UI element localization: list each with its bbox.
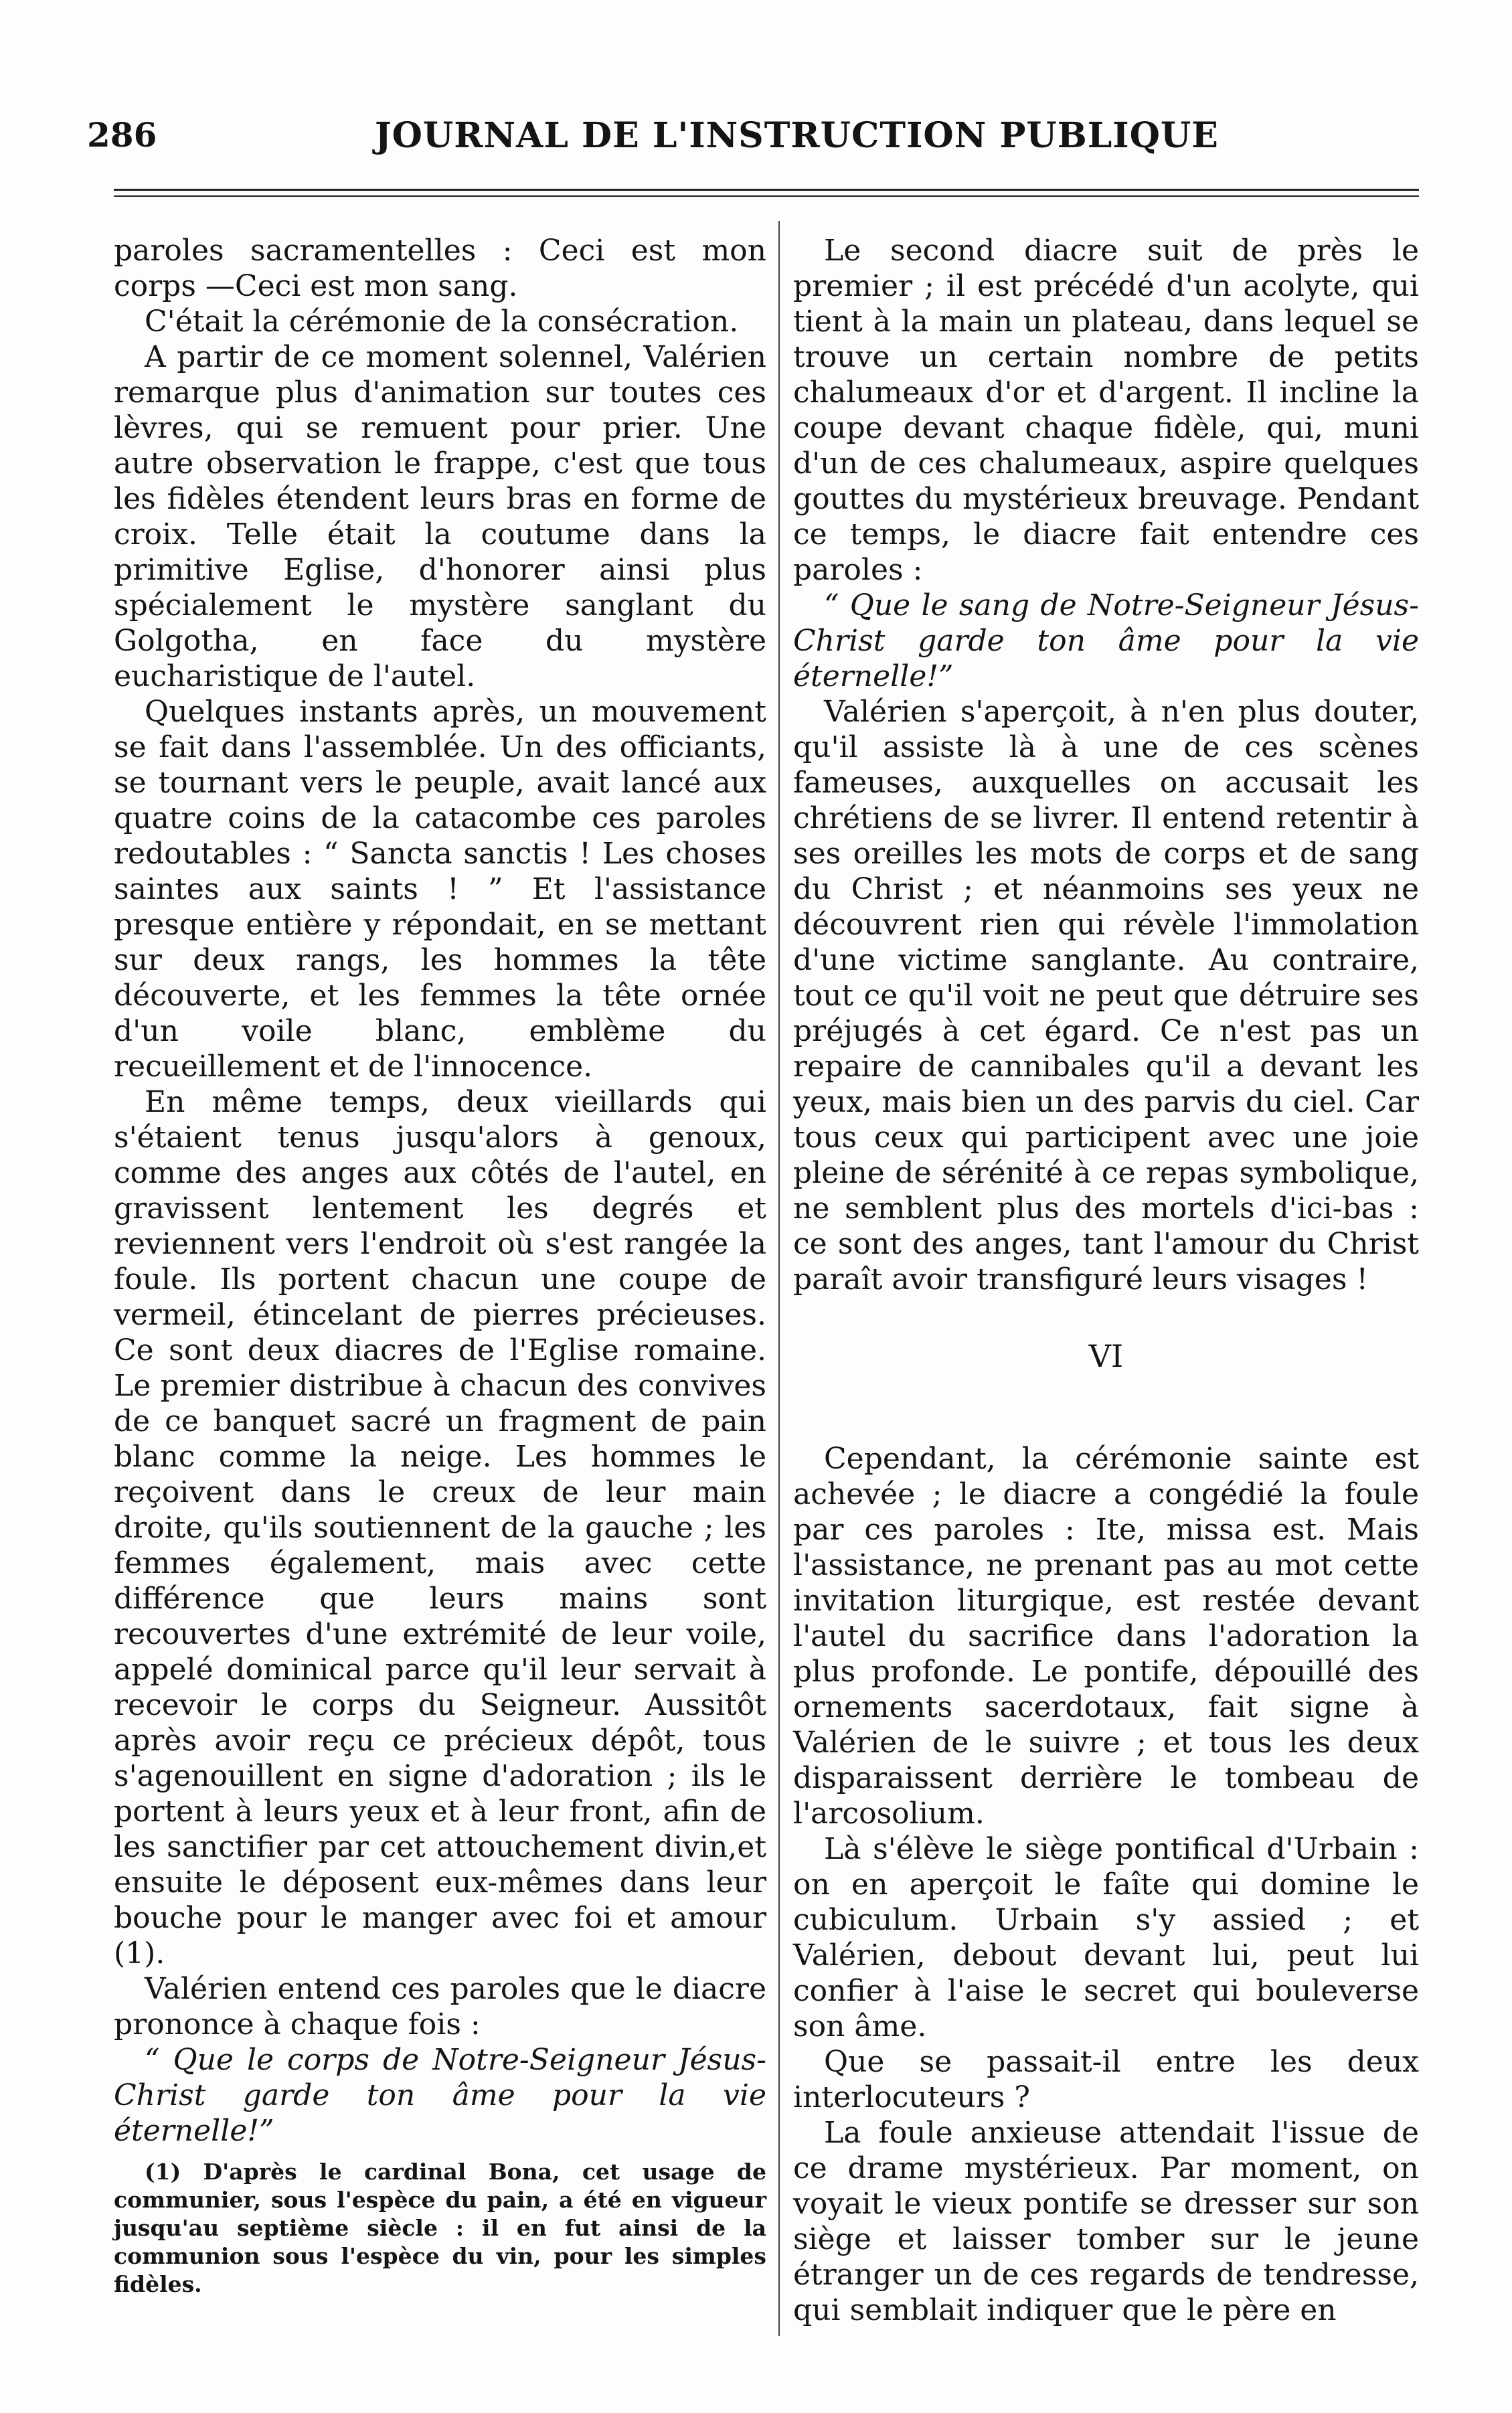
paragraph: Valérien s'aperçoit, à n'en plus douter, qu'il assiste là à une de ces scènes fameuses, auxquelles on accusait les chrétiens de se livrer. Il entend retentir à ses oreilles les mots de corps et de sang du Christ ; et néanmoins ses yeux ne découvrent rien qui révèle l'immolation d'une victime sanglante. Au contraire, tout ce qu'il voit ne peut que détruire ses préjugés à cet égard. Ce n'est pas un repaire de cannibales qu'il a devant les yeux, mais bien un des parvis du ciel. Car tous ceux qui participent avec une joie pleine de sérénité à ce repas symbolique, ne semblent plus des mortels d'ici-bas : ce sont des anges, tant l'amour du Christ paraît avoir transfiguré leurs visages ! [793, 695, 1419, 1297]
header-rule-double [114, 195, 1419, 197]
header-rule [114, 189, 1419, 191]
paragraph: Cependant, la cérémonie sainte est achevée ; le diacre a congédié la foule par ces paroles : Ite, missa est. Mais l'assistance, ne prenant pas au mot cette invitation liturgique, est restée devant l'autel du sacrifice dans l'adoration la plus profonde. Le pontife, dépouillé des ornements sacerdotaux, fait signe à Valérien de le suivre ; et tous les deux disparaissent derrière le tombeau de l'arcosolium. [793, 1442, 1419, 1831]
paragraph: Là s'élève le siège pontifical d'Urbain : on en aperçoit le faîte qui domine le cubiculum. Urbain s'y assied ; et Valérien, debout devant lui, peut lui confier à l'aise le secret qui bouleverse son âme. [793, 1832, 1419, 2044]
section-number: VI [1088, 1338, 1124, 1374]
paragraph: C'était la cérémonie de la consécration. [145, 305, 739, 339]
paragraph: Le second diacre suit de près le premier ; il est précédé d'un acolyte, qui tient à la main un plateau, dans lequel se trouve un certain nombre de petits chalumeaux d'or et d'argent. Il incline la coupe devant chaque fidèle, qui, muni d'un de ces chalumeaux, aspire quelques gouttes du mystérieux breuvage. Pendant ce temps, le diacre fait entendre ces paroles : [793, 234, 1419, 587]
paragraph: Que se passait-il entre les deux interlocuteurs ? [793, 2045, 1419, 2114]
column-divider [778, 221, 780, 2336]
right-column [793, 233, 1419, 2328]
paragraph: paroles sacramentelles : Ceci est mon corps —Ceci est mon sang. [114, 234, 766, 303]
page-header [80, 115, 1432, 169]
paragraph: Valérien entend ces paroles que le diacre prononce à chaque fois : [114, 1972, 766, 2042]
paragraph: En même temps, deux vieillards qui s'étaient tenus jusqu'alors à genoux, comme des anges aux côtés de l'autel, en gravissent lentement les degrés et reviennent vers l'endroit où s'est rangée la foule. Ils portent chacun une coupe de vermeil, étincelant de pierres précieuses. Ce sont deux diacres de l'Eglise romaine. Le premier distribue à chacun des convives de ce banquet sacré un fragment de pain blanc comme la neige. Les hommes le reçoivent dans le creux de leur main droite, qu'ils soutiennent de la gauche ; les femmes également, mais avec cette différence que leurs mains sont recouvertes d'une extrémité de leur voile, appelé dominical parce qu'il leur servait à recevoir le corps du Seigneur. Aussitôt après avoir reçu ce précieux dépôt, tous s'agenouillent en signe d'adoration ; ils le portent à leurs yeux et à leur front, afin de les sanctifier par cet attouchement divin,et ensuite le déposent eux-mêmes dans leur bouche pour le manger avec foi et amour (1). [114, 1085, 766, 1971]
page-number: 286 [87, 115, 157, 155]
paragraph: La foule anxieuse attendait l'issue de ce drame mystérieux. Par moment, on voyait le vieux pontife se dresser sur son siège et laisser tomber sur le jeune étranger un de ces regards de tendresse, qui semblait indiquer que le père en [793, 2116, 1419, 2327]
quotation: “ Que le sang de Notre-Seigneur Jésus-Christ garde ton âme pour la vie éternelle!” [793, 588, 1419, 693]
left-column [114, 233, 766, 2299]
paragraph: Quelques instants après, un mouvement se fait dans l'assemblée. Un des officiants, se tournant vers le peuple, avait lancé aux quatre coins de la catacombe ces paroles redoutables : “ Sancta sanctis ! Les choses saintes aux saints ! ” Et l'assistance presque entière y répondait, en se mettant sur deux rangs, les hommes la tête découverte, et les femmes la tête ornée d'un voile blanc, emblème du recueillement et de l'innocence. [114, 695, 766, 1084]
running-title: JOURNAL DE L'INSTRUCTION PUBLIQUE [375, 115, 1219, 156]
paragraph: A partir de ce moment solennel, Valérien remarque plus d'animation sur toutes ces lèvres, qui se remuent pour prier. Une autre observation le frappe, c'est que tous les fidèles étendent leurs bras en forme de croix. Telle était la coutume dans la primitive Eglise, d'honorer ainsi plus spécialement le mystère sanglant du Golgotha, en face du mystère eucharistique de l'autel. [114, 340, 766, 693]
footnote: (1) D'après le cardinal Bona, cet usage de communier, sous l'espèce du pain, a été en vigueur jusqu'au septième siècle : il en fut ainsi de la communion sous l'espèce du vin, pour les simples fidèles. [114, 2159, 766, 2297]
quotation: “ Que le corps de Notre-Seigneur Jésus-Christ garde ton âme pour la vie éternelle!” [114, 2043, 766, 2148]
